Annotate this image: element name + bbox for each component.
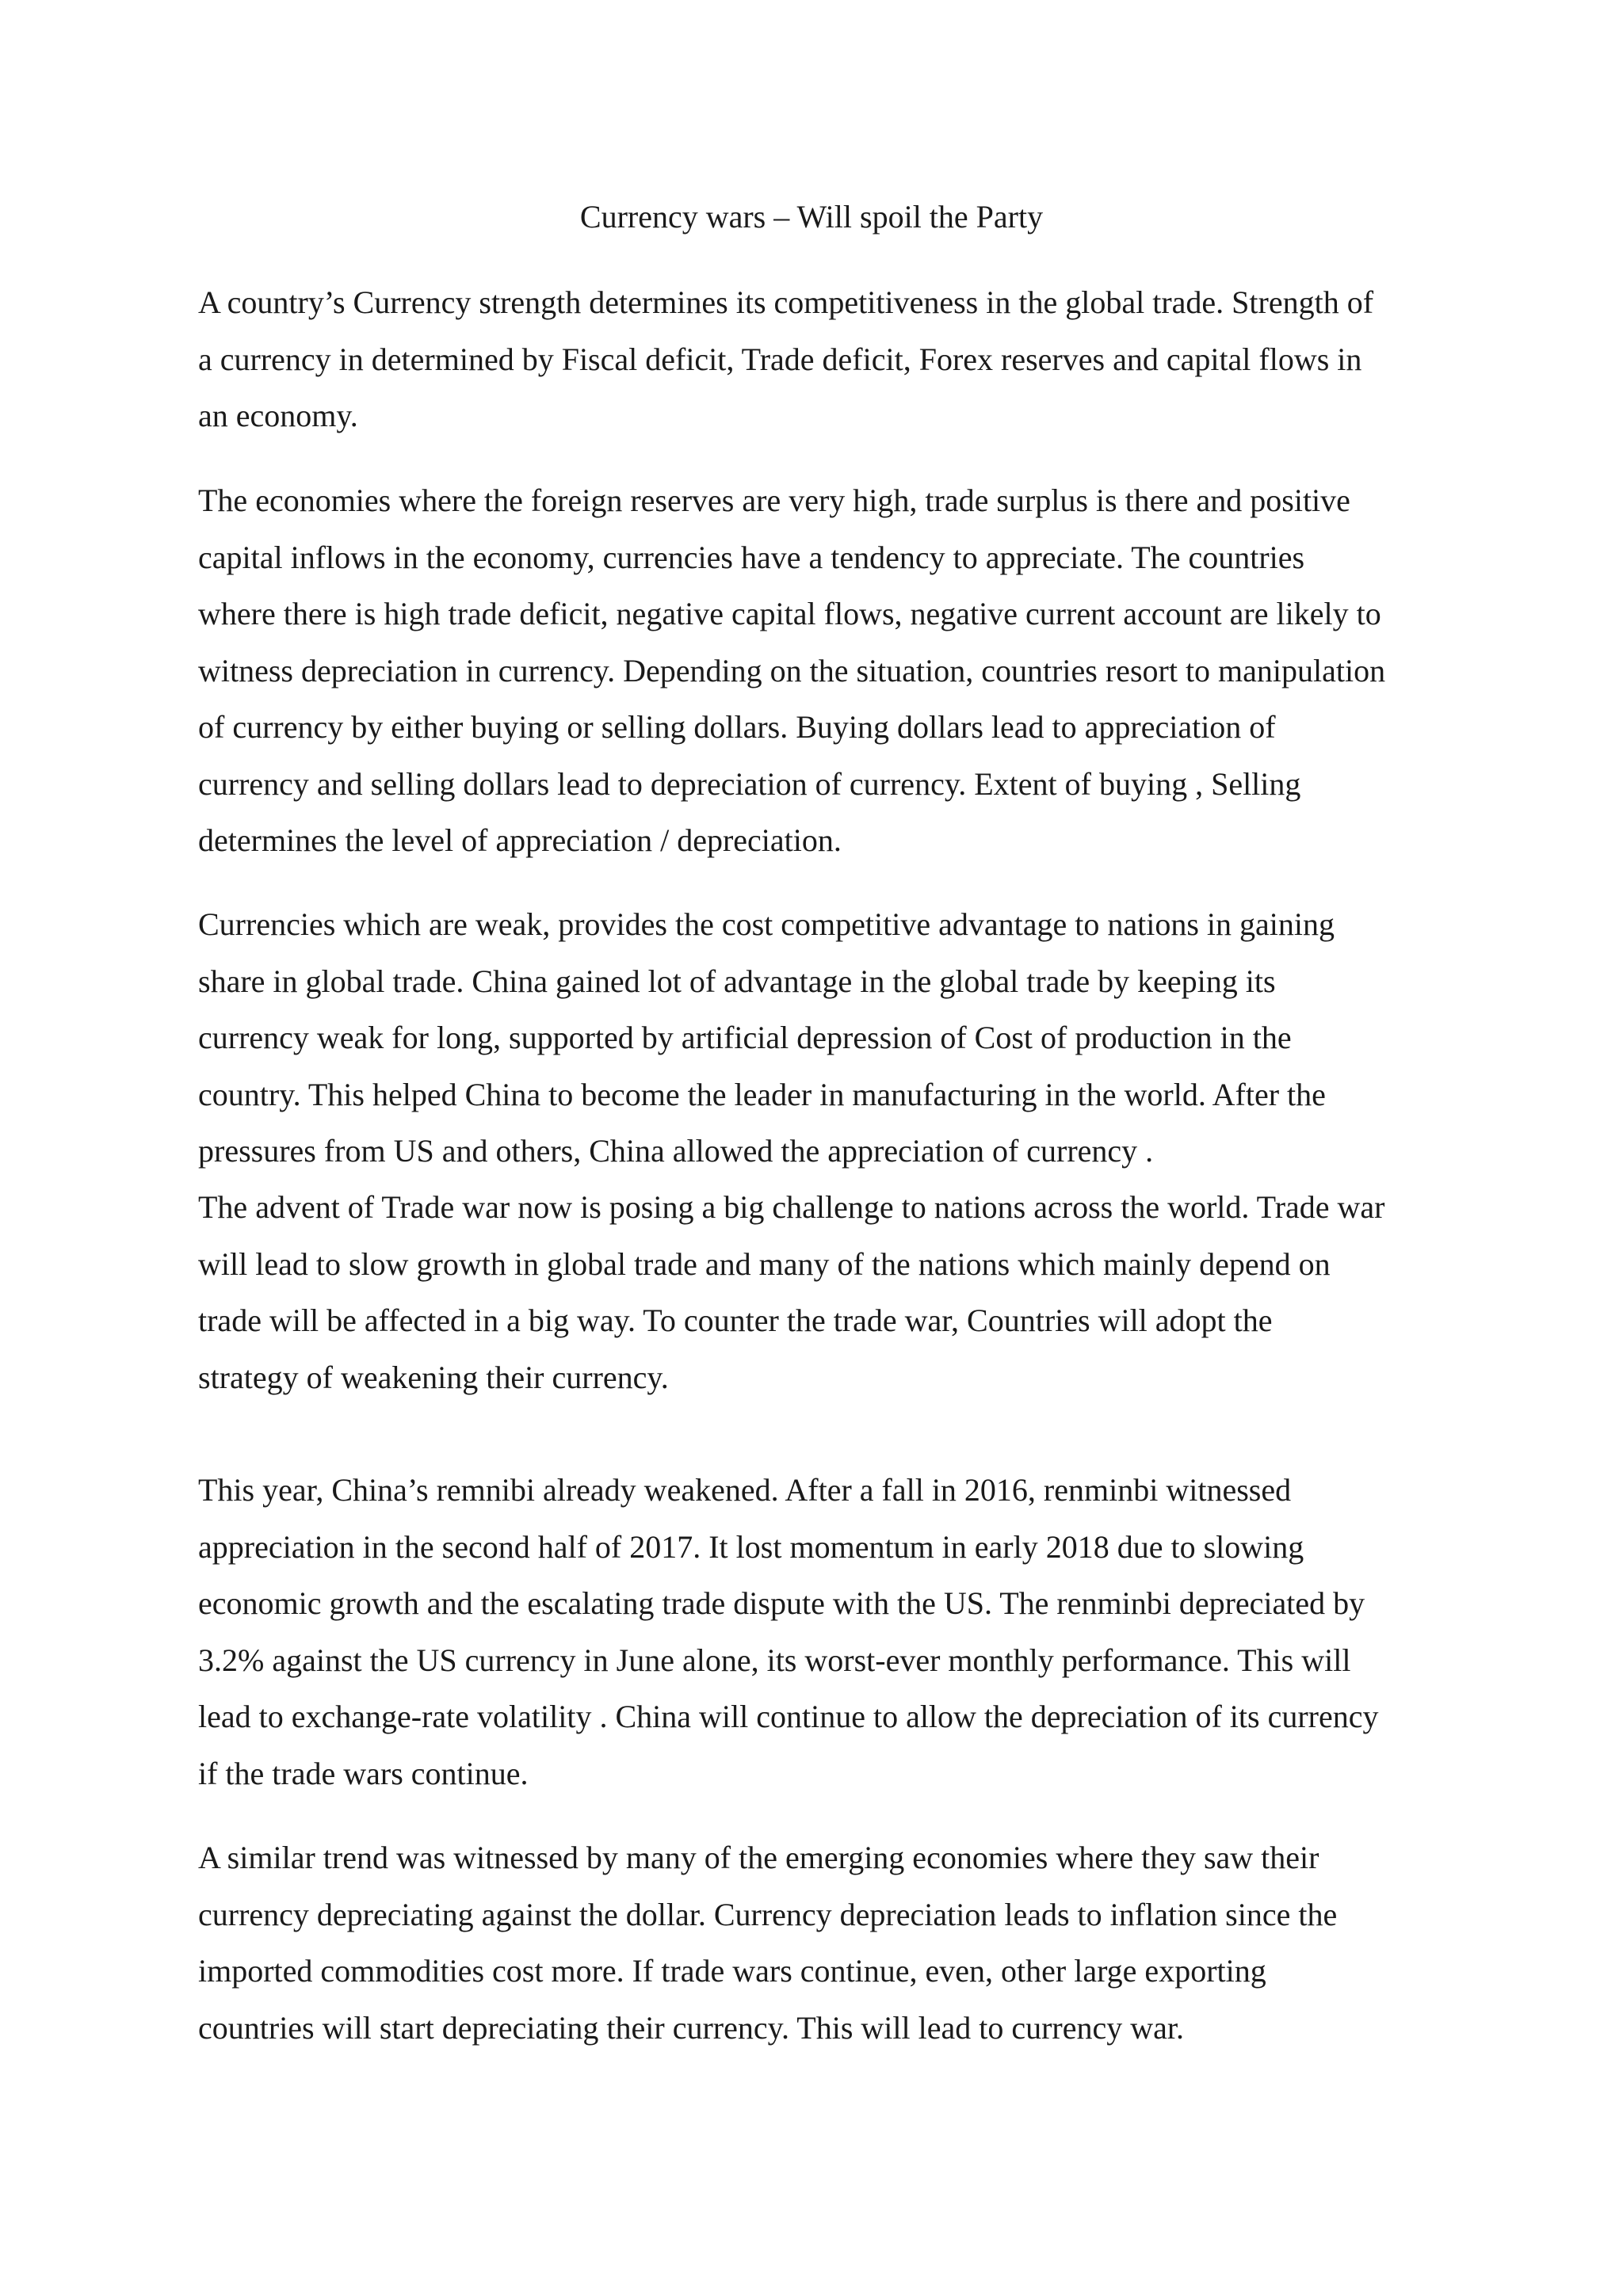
text-line: an economy.	[198, 398, 358, 433]
paragraph-currency-strength	[198, 274, 1466, 444]
text-line: A similar trend was witnessed by many of the emerging economies where they saw their	[198, 1840, 1319, 1875]
text-line: country. This helped China to become the leader in manufacturing in the world. After the	[198, 1076, 1326, 1112]
text-line: pressures from US and others, China allowed the appreciation of currency .	[198, 1133, 1154, 1169]
text-line: A country’s Currency strength determines its competitiveness in the global trade. Strength of	[198, 284, 1374, 320]
document-title: Currency wars – Will spoil the Party	[579, 199, 1044, 235]
text-line: lead to exchange-rate volatility . China will continue to allow the depreciation of its currency	[198, 1699, 1379, 1734]
paragraph-trade-war	[198, 1179, 1466, 1405]
text-line: Currencies which are weak, provides the cost competitive advantage to nations in gaining	[198, 906, 1335, 942]
text-line: economic growth and the escalating trade dispute with the US. The renminbi depreciated by	[198, 1585, 1365, 1621]
paragraph-renminbi	[198, 1462, 1466, 1802]
text-line: of currency by either buying or selling dollars. Buying dollars lead to appreciation of	[198, 709, 1276, 745]
text-line: capital inflows in the economy, currencies have a tendency to appreciate. The countries	[198, 539, 1305, 575]
paragraph-appreciation-depreciation	[198, 472, 1466, 869]
text-line: where there is high trade deficit, negative capital flows, negative current account are likely to	[198, 596, 1381, 631]
text-line: if the trade wars continue.	[198, 1755, 529, 1791]
paragraph-weak-currencies	[198, 896, 1466, 1180]
text-line: The economies where the foreign reserves are very high, trade surplus is there and positive	[198, 482, 1350, 518]
text-line: determines the level of appreciation / depreciation.	[198, 822, 842, 858]
text-line: imported commodities cost more. If trade wars continue, even, other large exporting	[198, 1953, 1266, 1989]
text-line: share in global trade. China gained lot of advantage in the global trade by keeping its	[198, 963, 1276, 999]
paragraph-emerging-economies	[198, 1829, 1466, 2056]
text-line: currency weak for long, supported by artificial depression of Cost of production in the	[198, 1020, 1292, 1055]
text-line: a currency in determined by Fiscal deficit, Trade deficit, Forex reserves and capital flows in	[198, 341, 1362, 377]
text-line: appreciation in the second half of 2017. It lost momentum in early 2018 due to slowing	[198, 1528, 1304, 1565]
text-line: strategy of weakening their currency.	[198, 1359, 669, 1395]
text-line: currency and selling dollars lead to depreciation of currency. Extent of buying , Selling	[198, 765, 1301, 802]
text-line: 3.2% against the US currency in June alone, its worst-ever monthly performance. This will	[198, 1642, 1351, 1678]
text-line: trade will be affected in a big way. To counter the trade war, Countries will adopt the	[198, 1302, 1273, 1338]
text-line: The advent of Trade war now is posing a big challenge to nations across the world. Trade war	[198, 1189, 1385, 1225]
text-line: witness depreciation in currency. Depending on the situation, countries resort to manipulation	[198, 652, 1386, 688]
text-line: countries will start depreciating their currency. This will lead to currency war.	[198, 2009, 1185, 2046]
text-line: currency depreciating against the dollar. Currency depreciation leads to inflation since the	[198, 1896, 1338, 1932]
text-line: This year, China’s remnibi already weakened. After a fall in 2016, renminbi witnessed	[198, 1472, 1292, 1508]
text-line: will lead to slow growth in global trade and many of the nations which mainly depend on	[198, 1245, 1331, 1282]
